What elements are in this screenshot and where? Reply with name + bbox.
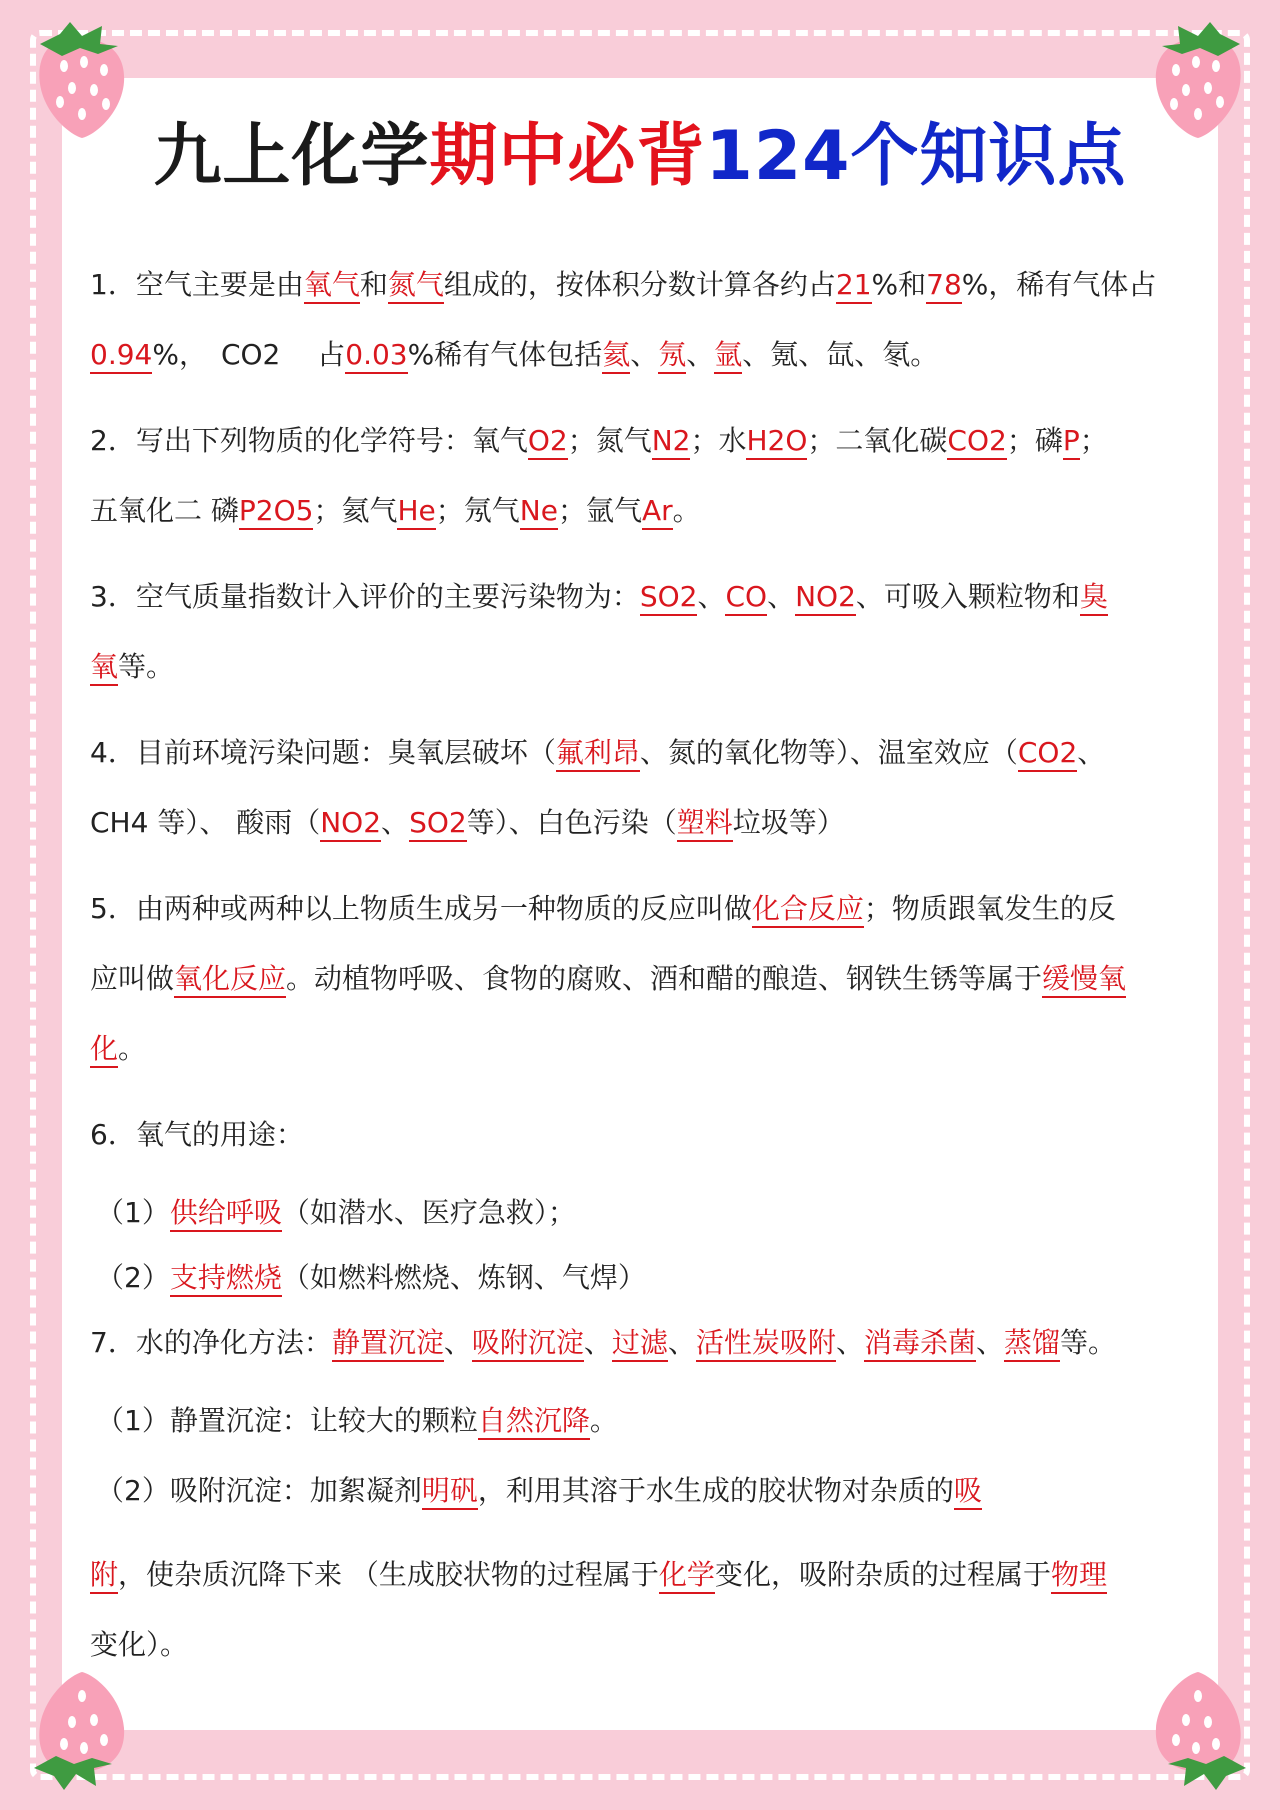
line	[90, 320, 1190, 390]
text: 。	[118, 1032, 147, 1065]
answer: 氦	[602, 338, 630, 374]
line	[90, 632, 1190, 702]
text: %， CO2 占	[152, 338, 346, 371]
text: （如潜水、医疗急救）；	[281, 1196, 576, 1229]
text: 。	[672, 494, 701, 527]
text: ；水	[690, 424, 747, 457]
answer: 化学	[659, 1558, 715, 1594]
text: 3．空气质量指数计入评价的主要污染物为：	[90, 580, 640, 613]
answer: NO2	[795, 580, 856, 616]
answer: 供给呼吸	[170, 1196, 282, 1232]
line	[90, 1014, 1190, 1084]
answer: NO2	[320, 806, 381, 842]
text: CH4 等）、 酸雨（	[90, 806, 321, 839]
text: 和	[359, 268, 388, 301]
line	[90, 1386, 1190, 1456]
line	[90, 1100, 1190, 1170]
text: 等）、白色污染（	[466, 806, 677, 839]
text: ；氮气	[567, 424, 652, 457]
strawberry-icon	[20, 1664, 140, 1794]
answer: 氧	[90, 650, 118, 686]
answer: 氮气	[388, 268, 444, 304]
answer: 氧化反应	[174, 962, 286, 998]
answer: 氟利昂	[556, 736, 640, 772]
text: 等。	[1060, 1326, 1117, 1359]
line	[90, 944, 1190, 1014]
knowledge-item-7	[90, 1308, 1190, 1680]
line	[90, 1248, 1190, 1308]
line	[90, 476, 1190, 546]
knowledge-item-4	[90, 718, 1190, 858]
text: 。动植物呼吸、食物的腐败、酒和醋的酿造、钢铁生锈等属于	[286, 962, 1043, 995]
text: 、	[686, 338, 715, 371]
text: 、	[1077, 736, 1106, 769]
line	[90, 718, 1190, 788]
text: ；	[1079, 424, 1108, 457]
answer: 塑料	[677, 806, 733, 842]
answer: 21	[836, 268, 872, 304]
answer: SO2	[409, 806, 467, 842]
page-title	[0, 112, 1280, 202]
answer: 静置沉淀	[332, 1326, 444, 1362]
line	[90, 250, 1190, 320]
text: 1．空气主要是由	[90, 268, 304, 301]
knowledge-item-6	[90, 1100, 1190, 1308]
answer: H2O	[746, 424, 807, 460]
text: （2）	[96, 1261, 170, 1294]
text: ；物质跟氧发生的反	[863, 892, 1116, 925]
answer: SO2	[640, 580, 698, 616]
answer: 臭	[1080, 580, 1108, 616]
line	[90, 1178, 1190, 1248]
answer: 氖	[658, 338, 686, 374]
text: ；氦气	[313, 494, 398, 527]
answer: 活性炭吸附	[696, 1326, 836, 1362]
title-part1: 九上化学	[153, 117, 430, 196]
text: 五氧化二 磷	[90, 494, 239, 527]
text: 、氪、氙、氡。	[742, 338, 939, 371]
answer: Ne	[520, 494, 558, 530]
text: 。	[589, 1404, 618, 1437]
knowledge-item-1	[90, 250, 1190, 390]
answer: CO2	[947, 424, 1006, 460]
answer: 明矾	[422, 1474, 478, 1510]
answer: O2	[528, 424, 568, 460]
line	[90, 406, 1190, 476]
answer: He	[397, 494, 435, 530]
text: 、	[835, 1326, 864, 1359]
knowledge-item-3	[90, 562, 1190, 702]
text: %和	[871, 268, 927, 301]
knowledge-item-5	[90, 874, 1190, 1084]
text: 、	[697, 580, 726, 613]
answer: 附	[90, 1558, 118, 1594]
answer: 自然沉降	[478, 1404, 590, 1440]
title-part2: 期中必背	[429, 117, 706, 196]
line	[90, 562, 1190, 632]
text: %稀有气体包括	[407, 338, 603, 371]
title-part3: 124个知识点	[705, 117, 1127, 196]
text: 、氮的氧化物等）、温室效应（	[639, 736, 1018, 769]
text: （1）静置沉淀：让较大的颗粒	[96, 1404, 478, 1437]
text: 7．水的净化方法：	[90, 1326, 332, 1359]
text: 、	[381, 806, 410, 839]
answer: 氧气	[304, 268, 360, 304]
answer: 化合反应	[752, 892, 864, 928]
answer: N2	[652, 424, 691, 460]
line	[90, 1456, 1190, 1526]
answer: Ar	[642, 494, 673, 530]
answer: 氩	[714, 338, 742, 374]
answer: 78	[926, 268, 962, 304]
text: 、可吸入颗粒物和	[855, 580, 1080, 613]
text: 6．氧气的用途：	[90, 1118, 304, 1151]
answer: 支持燃烧	[170, 1261, 282, 1297]
answer: 化	[90, 1032, 118, 1068]
text: 、	[583, 1326, 612, 1359]
text: （2）吸附沉淀：加絮凝剂	[96, 1474, 422, 1507]
answer: 蒸馏	[1004, 1326, 1060, 1362]
text: ，使杂质沉降下来 （生成胶状物的过程属于	[118, 1558, 659, 1591]
answer: P2O5	[239, 494, 314, 530]
knowledge-list	[90, 250, 1190, 1680]
text: 、	[630, 338, 659, 371]
text: 、	[975, 1326, 1004, 1359]
text: 变化）。	[90, 1628, 189, 1661]
answer: 过滤	[612, 1326, 668, 1362]
line	[90, 788, 1190, 858]
answer: 缓慢氧	[1042, 962, 1126, 998]
answer: CO	[725, 580, 767, 616]
text: 应叫做	[90, 962, 175, 995]
line	[90, 1540, 1190, 1610]
answer: 吸附沉淀	[472, 1326, 584, 1362]
text: 、	[767, 580, 796, 613]
text: ，利用其溶于水生成的胶状物对杂质的	[477, 1474, 954, 1507]
knowledge-item-2	[90, 406, 1190, 546]
text: 等。	[118, 650, 175, 683]
text: ；氖气	[435, 494, 520, 527]
text: %，稀有气体占	[961, 268, 1157, 301]
text: 变化，吸附杂质的过程属于	[714, 1558, 1051, 1591]
line	[90, 874, 1190, 944]
text: 、	[443, 1326, 472, 1359]
text: 5．由两种或两种以上物质生成另一种物质的反应叫做	[90, 892, 752, 925]
answer: CO2	[1018, 736, 1077, 772]
answer: 0.94	[90, 338, 152, 374]
answer: 吸	[954, 1474, 982, 1510]
text: 2．写出下列物质的化学符号：氧气	[90, 424, 528, 457]
strawberry-icon	[1140, 1664, 1260, 1794]
line	[90, 1610, 1190, 1680]
text: 组成的，按体积分数计算各约占	[443, 268, 836, 301]
text: 、	[667, 1326, 696, 1359]
text: （如燃料燃烧、炼钢、气焊）	[281, 1261, 646, 1294]
text: （1）	[96, 1196, 170, 1229]
answer: 物理	[1051, 1558, 1107, 1594]
text: 4．目前环境污染问题：臭氧层破坏（	[90, 736, 556, 769]
answer: P	[1063, 424, 1080, 460]
text: 垃圾等）	[732, 806, 845, 839]
text: ；二氧化碳	[807, 424, 948, 457]
line	[90, 1308, 1190, 1378]
text: ；氩气	[557, 494, 642, 527]
answer: 消毒杀菌	[864, 1326, 976, 1362]
answer: 0.03	[345, 338, 407, 374]
text: ；磷	[1006, 424, 1063, 457]
